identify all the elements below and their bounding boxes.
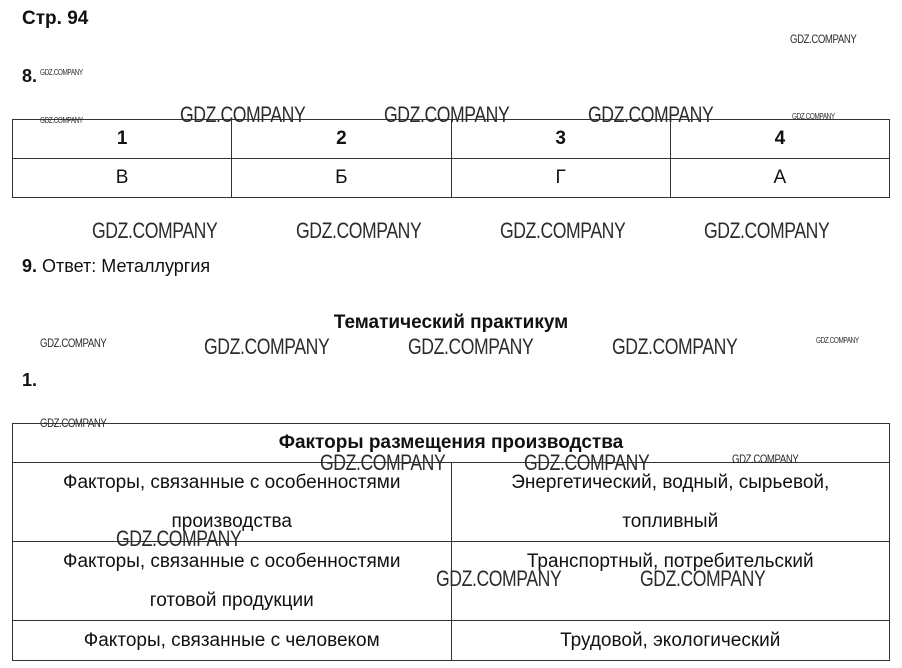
factor-types-line: Энергетический, водный, сырьевой, — [511, 472, 830, 493]
factors-table-row — [13, 621, 890, 661]
task-8-header-cell: 3 — [451, 120, 670, 159]
watermark: GDZ.COMPANY — [612, 334, 738, 359]
task-8-value-cell: Б — [232, 159, 451, 198]
factor-group-cell — [13, 463, 452, 542]
task-9-answer: Ответ: Металлургия — [42, 256, 211, 276]
factor-types-cell — [451, 542, 890, 621]
task-8-header-cell: 2 — [232, 120, 451, 159]
factors-table-row — [13, 463, 890, 542]
watermark: GDZ.COMPANY — [40, 336, 107, 350]
watermark: GDZ.COMPANY — [40, 68, 83, 77]
factors-table-row — [13, 542, 890, 621]
page-heading: Стр. 94 — [22, 8, 89, 29]
factor-group-cell: Факторы, связанные с человеком — [13, 621, 452, 661]
watermark: GDZ.COMPANY — [92, 218, 218, 243]
factors-table — [12, 423, 890, 661]
watermark: GDZ.COMPANY — [40, 416, 107, 430]
watermark: GDZ.COMPANY — [116, 526, 242, 551]
watermark: GDZ.COMPANY — [320, 450, 446, 475]
task-8-header-row — [13, 120, 890, 159]
task-1-number: 1. — [22, 370, 38, 390]
watermark: GDZ.COMPANY — [640, 566, 766, 591]
watermark: GDZ.COMPANY — [790, 32, 857, 46]
watermark: GDZ.COMPANY — [792, 112, 835, 121]
watermark: GDZ.COMPANY — [524, 450, 650, 475]
watermark: GDZ.COMPANY — [704, 218, 830, 243]
watermark: GDZ.COMPANY — [588, 102, 714, 127]
factor-group-cell — [13, 542, 452, 621]
watermark: GDZ.COMPANY — [408, 334, 534, 359]
task-8-value-row — [13, 159, 890, 198]
factor-group-line: Факторы, связанные с особенностями — [63, 472, 401, 493]
factor-types-cell: Трудовой, экологический — [451, 621, 890, 661]
task-9-number: 9. — [22, 256, 38, 276]
task-8-value-cell: Г — [451, 159, 670, 198]
factors-table-title: Факторы размещения производства — [13, 424, 890, 463]
watermark: GDZ.COMPANY — [40, 116, 83, 125]
factors-table-title-row — [13, 424, 890, 463]
watermark: GDZ.COMPANY — [816, 336, 859, 345]
watermark: GDZ.COMPANY — [296, 218, 422, 243]
task-9-line — [22, 256, 210, 277]
factor-group-line: производства — [171, 511, 292, 532]
task-8-answer-table — [12, 119, 890, 198]
task-8-value-cell: В — [13, 159, 232, 198]
factor-types-line: топливный — [622, 511, 719, 532]
watermark: GDZ.COMPANY — [500, 218, 626, 243]
watermark: GDZ.COMPANY — [732, 452, 799, 466]
task-8-header-cell: 4 — [670, 120, 889, 159]
factor-types-line: Транспортный, потребительский — [526, 551, 814, 572]
factor-group-line: Факторы, связанные с особенностями — [63, 551, 401, 572]
factor-group-line: готовой продукции — [149, 590, 314, 611]
watermark: GDZ.COMPANY — [384, 102, 510, 127]
watermark: GDZ.COMPANY — [180, 102, 306, 127]
section-title: Тематический практикум — [333, 312, 569, 333]
watermark: GDZ.COMPANY — [436, 566, 562, 591]
task-8-header-cell: 1 — [13, 120, 232, 159]
task-8-value-cell: А — [670, 159, 889, 198]
factor-types-cell — [451, 463, 890, 542]
task-8-number: 8. — [22, 66, 38, 86]
watermark: GDZ.COMPANY — [204, 334, 330, 359]
